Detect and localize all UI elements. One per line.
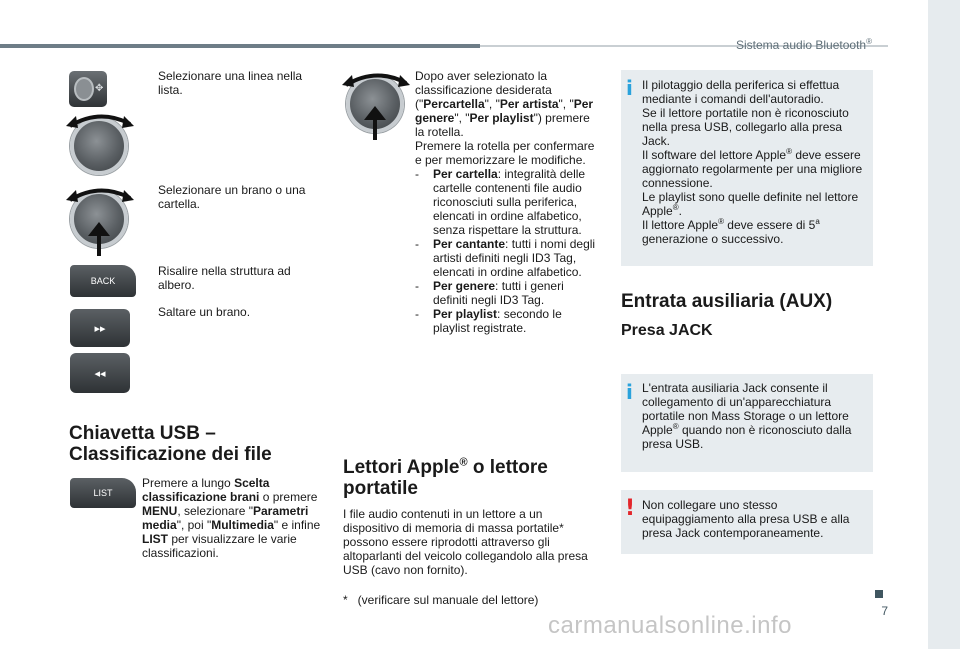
usb-heading: Chiavetta USB – Classificazione dei file — [69, 423, 272, 465]
warning-box: ! Non collegare uno stesso equipaggiamento alla presa USB e alla presa Jack contemporaneamente. — [621, 490, 873, 554]
aux-heading: Entrata ausiliaria (AUX) — [621, 291, 833, 312]
classification-intro: Dopo aver selezionato la classificazione desiderata ("Percartella", "Per artista", "Per genere", "Per playlist") premere la rotella. Premere la rotella per confermare e per memorizzare le modifiche. - Per cartella: integralità delle cartelle contenenti file audio riconosciuti sulla periferica, elencati in ordine alfabetico, senza rispettare la struttura. - Per cantante: tutti i nomi degli artisti definiti negli ID3 Tag, elencati in ordine alfabetico. - Per genere: tutti i generi definiti negli ID3 Tag. - Per playlist: secondo le playlist registrate. — [415, 69, 597, 335]
back-button-icon: BACK — [70, 265, 136, 297]
skip-back-icon: ◂◂ — [70, 353, 130, 393]
page-number: 7 — [881, 604, 888, 618]
apple-description: I file audio contenuti in un lettore a un dispositivo di memoria di massa portatile* possono essere riprodotti attraverso gli altoparlanti del veicolo collegandolo alla presa USB (cavo non fornito). — [343, 507, 588, 577]
skip-forward-icon: ▸▸ — [70, 309, 130, 347]
list-item: - Per cantante: tutti i nomi degli artisti definiti negli ID3 Tag, elencati in ordine alfabetico. — [415, 237, 597, 279]
classification-list — [415, 167, 597, 335]
watermark: carmanualsonline.info — [548, 612, 792, 639]
usb-description: Premere a lungo Scelta classificazione brani o premere MENU, selezionare "Parametri media", poi "Multimedia" e infine LIST per visualizzare le varie classificazioni. — [142, 476, 321, 560]
info-icon: i — [626, 76, 633, 100]
info-icon: i — [626, 380, 633, 404]
joystick-icon: ✥ — [69, 71, 107, 107]
info-box: i Il pilotaggio della periferica si effettua mediante i comandi dell'autoradio. Se il lettore portatile non è riconosciuto nella presa USB, collegarlo alla presa Jack. Il software del lettore Apple® deve essere aggiornato regolarmente per una migliore connessione. Le playlist sono quelle definite nel lettore Apple®. Il lettore Apple® deve essere di 5$^a$ generazione o successivo. — [621, 70, 873, 266]
header-rule — [0, 44, 480, 48]
step-text: Saltare un brano. — [158, 305, 251, 319]
jack-heading: Presa JACK — [621, 322, 713, 339]
list-item: - Per cartella: integralità delle cartelle contenenti file audio riconosciuti sulla periferica, elencati in ordine alfabetico, senza rispettare la struttura. — [415, 167, 597, 237]
warning-icon: ! — [625, 496, 636, 521]
list-item: - Per genere: tutti i generi definiti negli ID3 Tag. — [415, 279, 597, 307]
info-box: i L'entrata ausiliaria Jack consente il collegamento di un'apparecchiatura portatile non Mass Storage o un lettore Apple® quando non è riconosciuto dalla presa USB. — [621, 374, 873, 472]
step-text: Selezionare un brano o una cartella. — [158, 183, 306, 211]
side-strip — [928, 0, 960, 649]
press-arrow-icon — [86, 222, 112, 256]
footnote: * (verificare sul manuale del lettore) — [343, 593, 539, 607]
press-arrow-icon — [362, 106, 388, 140]
page-header: Sistema audio Bluetooth® — [736, 37, 872, 52]
rotate-arrow-icon — [340, 69, 412, 89]
rotate-arrow-icon — [64, 184, 136, 204]
apple-heading: Lettori Apple® o lettore portatile — [343, 456, 548, 499]
page-marker — [875, 590, 883, 598]
step-text: Selezionare una linea nella lista. — [158, 69, 303, 97]
step-text: Risalire nella struttura ad albero. — [158, 264, 291, 292]
list-item: - Per playlist: secondo le playlist registrate. — [415, 307, 597, 335]
rotate-arrow-icon — [64, 110, 136, 130]
list-button-icon: LIST — [70, 478, 136, 508]
